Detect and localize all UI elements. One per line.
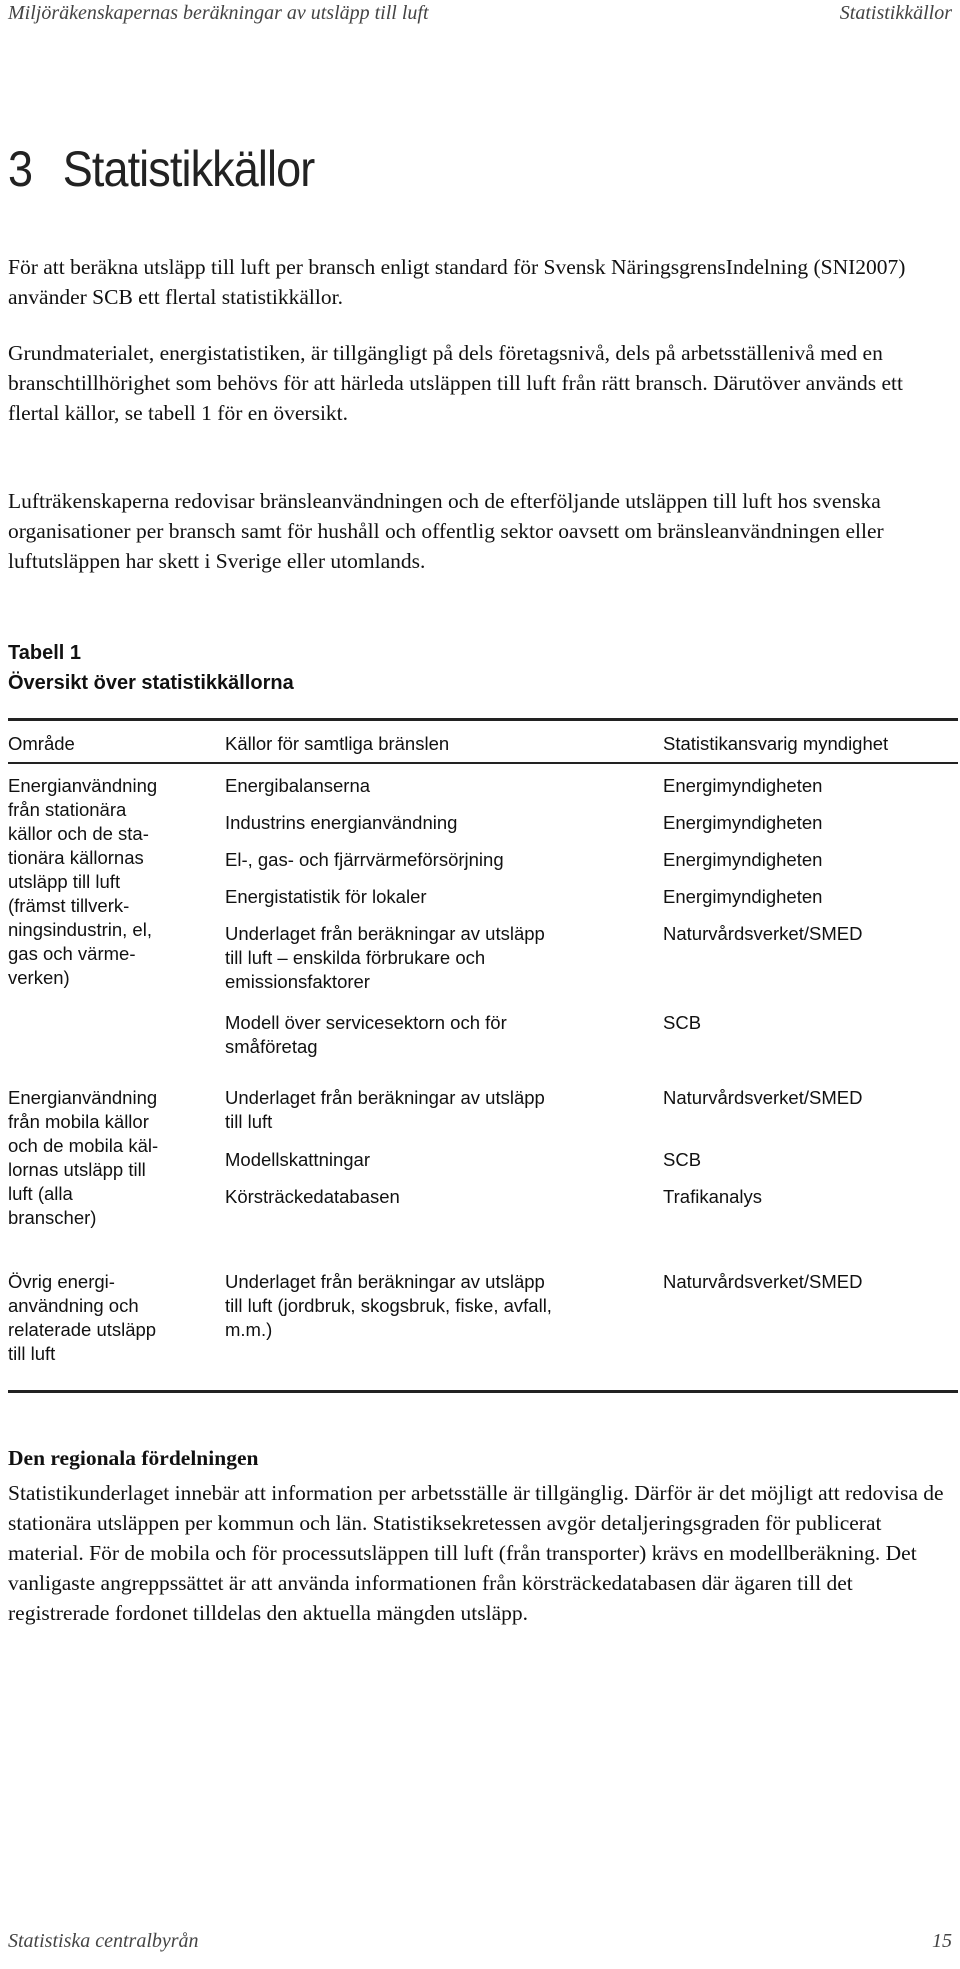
table-title: Översikt över statistikkällorna xyxy=(8,672,294,694)
page-number: 15 xyxy=(932,1930,952,1952)
source-cell: Underlaget från beräkningar av utsläpp till luft (jordbruk, skogsbruk, fiske, avfall, m.m.) xyxy=(225,1271,552,1340)
source-cell: El-, gas- och fjärrvärmeförsörjning xyxy=(225,849,504,870)
chapter-title xyxy=(8,140,314,198)
table-label: Tabell 1 xyxy=(8,642,81,664)
column-header-sources: Källor för samtliga bränslen xyxy=(225,733,450,754)
source-cell: Energibalanserna xyxy=(225,775,371,796)
table-header-rule xyxy=(8,762,958,764)
authority-cell: Trafikanalys xyxy=(663,1186,763,1207)
authority-cell: Naturvårdsverket/SMED xyxy=(663,1087,863,1108)
header-document-title: Miljöräkenskapernas beräkningar av utsläpp till luft xyxy=(8,2,429,24)
source-cell: Underlaget från beräkningar av utsläpp till luft xyxy=(225,1087,545,1132)
authority-cell: Energimyndigheten xyxy=(663,886,823,907)
authority-cell: Naturvårdsverket/SMED xyxy=(663,1271,863,1292)
table-caption xyxy=(8,638,294,698)
area-cell-stationary: Energianvändning från stationära källor och de sta- tionära källornas utsläpp till luft (främst tillverk- ningsindustrin, el, gas och värme- verken) xyxy=(8,775,158,988)
authority-cell: SCB xyxy=(663,1149,702,1170)
running-header xyxy=(8,0,952,36)
authority-cell: Energimyndigheten xyxy=(663,849,823,870)
column-header-area: Område xyxy=(8,733,75,754)
area-cell-other: Övrig energi- användning och relaterade utsläpp till luft xyxy=(8,1271,157,1364)
section-heading: Den regionala fördelningen xyxy=(8,1446,259,1470)
paragraph-grundmaterial: Grundmaterialet, energistatistiken, är tillgängligt på dels företagsnivå, dels på arbetsställenivå med en branschtillhörighet som behövs för att härleda utsläppen till luft från rätt bransch. Därutöver används ett flertal källor, se tabell 1 för en översikt. xyxy=(8,341,903,425)
authority-cell: SCB xyxy=(663,1012,702,1033)
header-chapter-name: Statistikkällor xyxy=(839,2,952,24)
source-cell: Körsträckedatabasen xyxy=(225,1186,400,1207)
source-cell: Underlaget från beräkningar av utsläpp till luft – enskilda förbrukare och emissionsfaktorer xyxy=(225,923,545,992)
table-top-rule xyxy=(8,718,958,721)
paragraph-regional: Statistikunderlaget innebär att information per arbetsställe är tillgänglig. Därför är det möjligt att redovisa de stationära utsläppen per kommun och län. Statistiksekretessen avgör detaljeringsgraden för publicerat material. För de mobila och för processutsläppen till luft (från transporter) krävs en modellberäkning. Det vanligaste angreppssättet är att använda informationen från körsträckedatabasen där ägaren till det registrerade fordonet tilldelas den aktuella mängden utsläpp. xyxy=(8,1481,944,1625)
authority-cell: Energimyndigheten xyxy=(663,812,823,833)
source-cell: Energistatistik för lokaler xyxy=(225,886,427,907)
chapter-number: 3 xyxy=(8,141,33,197)
table-bottom-rule xyxy=(8,1390,958,1393)
authority-cell: Energimyndigheten xyxy=(663,775,823,796)
paragraph-intro: För att beräkna utsläpp till luft per bransch enligt standard för Svensk NäringsgrensIndelning (SNI2007) använder SCB ett flertal statistikkällor. xyxy=(8,255,906,309)
authority-cell: Naturvårdsverket/SMED xyxy=(663,923,863,944)
area-cell-mobile: Energianvändning från mobila källor och de mobila käl- lornas utsläpp till luft (alla branscher) xyxy=(8,1087,159,1228)
chapter-title-text: Statistikkällor xyxy=(62,141,315,197)
paragraph-lufträkenskaper: Lufträkenskaperna redovisar bränsleanvändningen och de efterföljande utsläppen till luft hos svenska organisationer per bransch samt för hushåll och offentlig sektor oavsett om bränsleanvändningen eller luftutsläppen har skett i Sverige eller utomlands. xyxy=(8,489,884,573)
column-header-authority: Statistikansvarig myndighet xyxy=(663,733,889,754)
source-cell: Modell över servicesektorn och för småföretag xyxy=(225,1012,507,1057)
source-cell: Modellskattningar xyxy=(225,1149,370,1170)
footer-publisher: Statistiska centralbyrån xyxy=(8,1930,199,1952)
source-cell: Industrins energianvändning xyxy=(225,812,458,833)
